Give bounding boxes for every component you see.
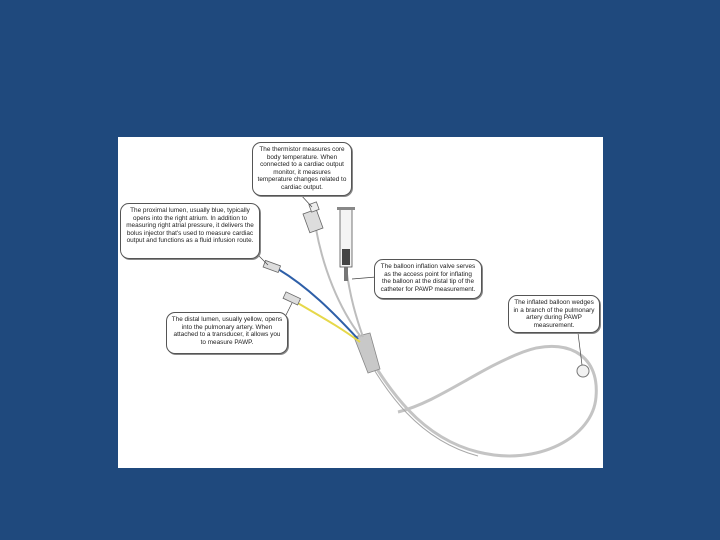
leader-inflated-balloon <box>578 333 582 365</box>
catheter-loop <box>363 346 596 456</box>
inflated-balloon-callout: The inflated balloon wedges in a branch of the pulmonary artery during PAWP measurement. <box>508 295 600 333</box>
thermistor-line <box>316 229 361 337</box>
balloon-valve-callout: The balloon inflation valve serves as the access point for inflating the balloon at the distal tip of the catheter for PAWP measurement. <box>374 259 482 299</box>
syringe <box>337 207 355 281</box>
inflated-balloon-tip <box>577 365 589 377</box>
leader-balloon-valve <box>352 277 376 279</box>
leader-proximal <box>258 255 268 265</box>
distal-lumen-callout: The distal lumen, usually yellow, opens into the pulmonary artery. When attached to a transducer, it allows you to measure PAWP. <box>166 312 288 354</box>
proximal-lumen-callout: The proximal lumen, usually blue, typically opens into the right atrium. In addition to measuring right atrial pressure, it delivers the bolus injector that's used to measure cardiac output and functions as a fluid infusion route. <box>120 203 260 259</box>
thermistor-callout: The thermistor measures core body temperature. When connected to a cardiac output monitor, it measures temperature changes related to cardiac output. <box>252 142 352 196</box>
leader-distal <box>286 303 292 315</box>
thermistor-connector <box>303 202 323 233</box>
catheter-diagram <box>118 137 603 468</box>
